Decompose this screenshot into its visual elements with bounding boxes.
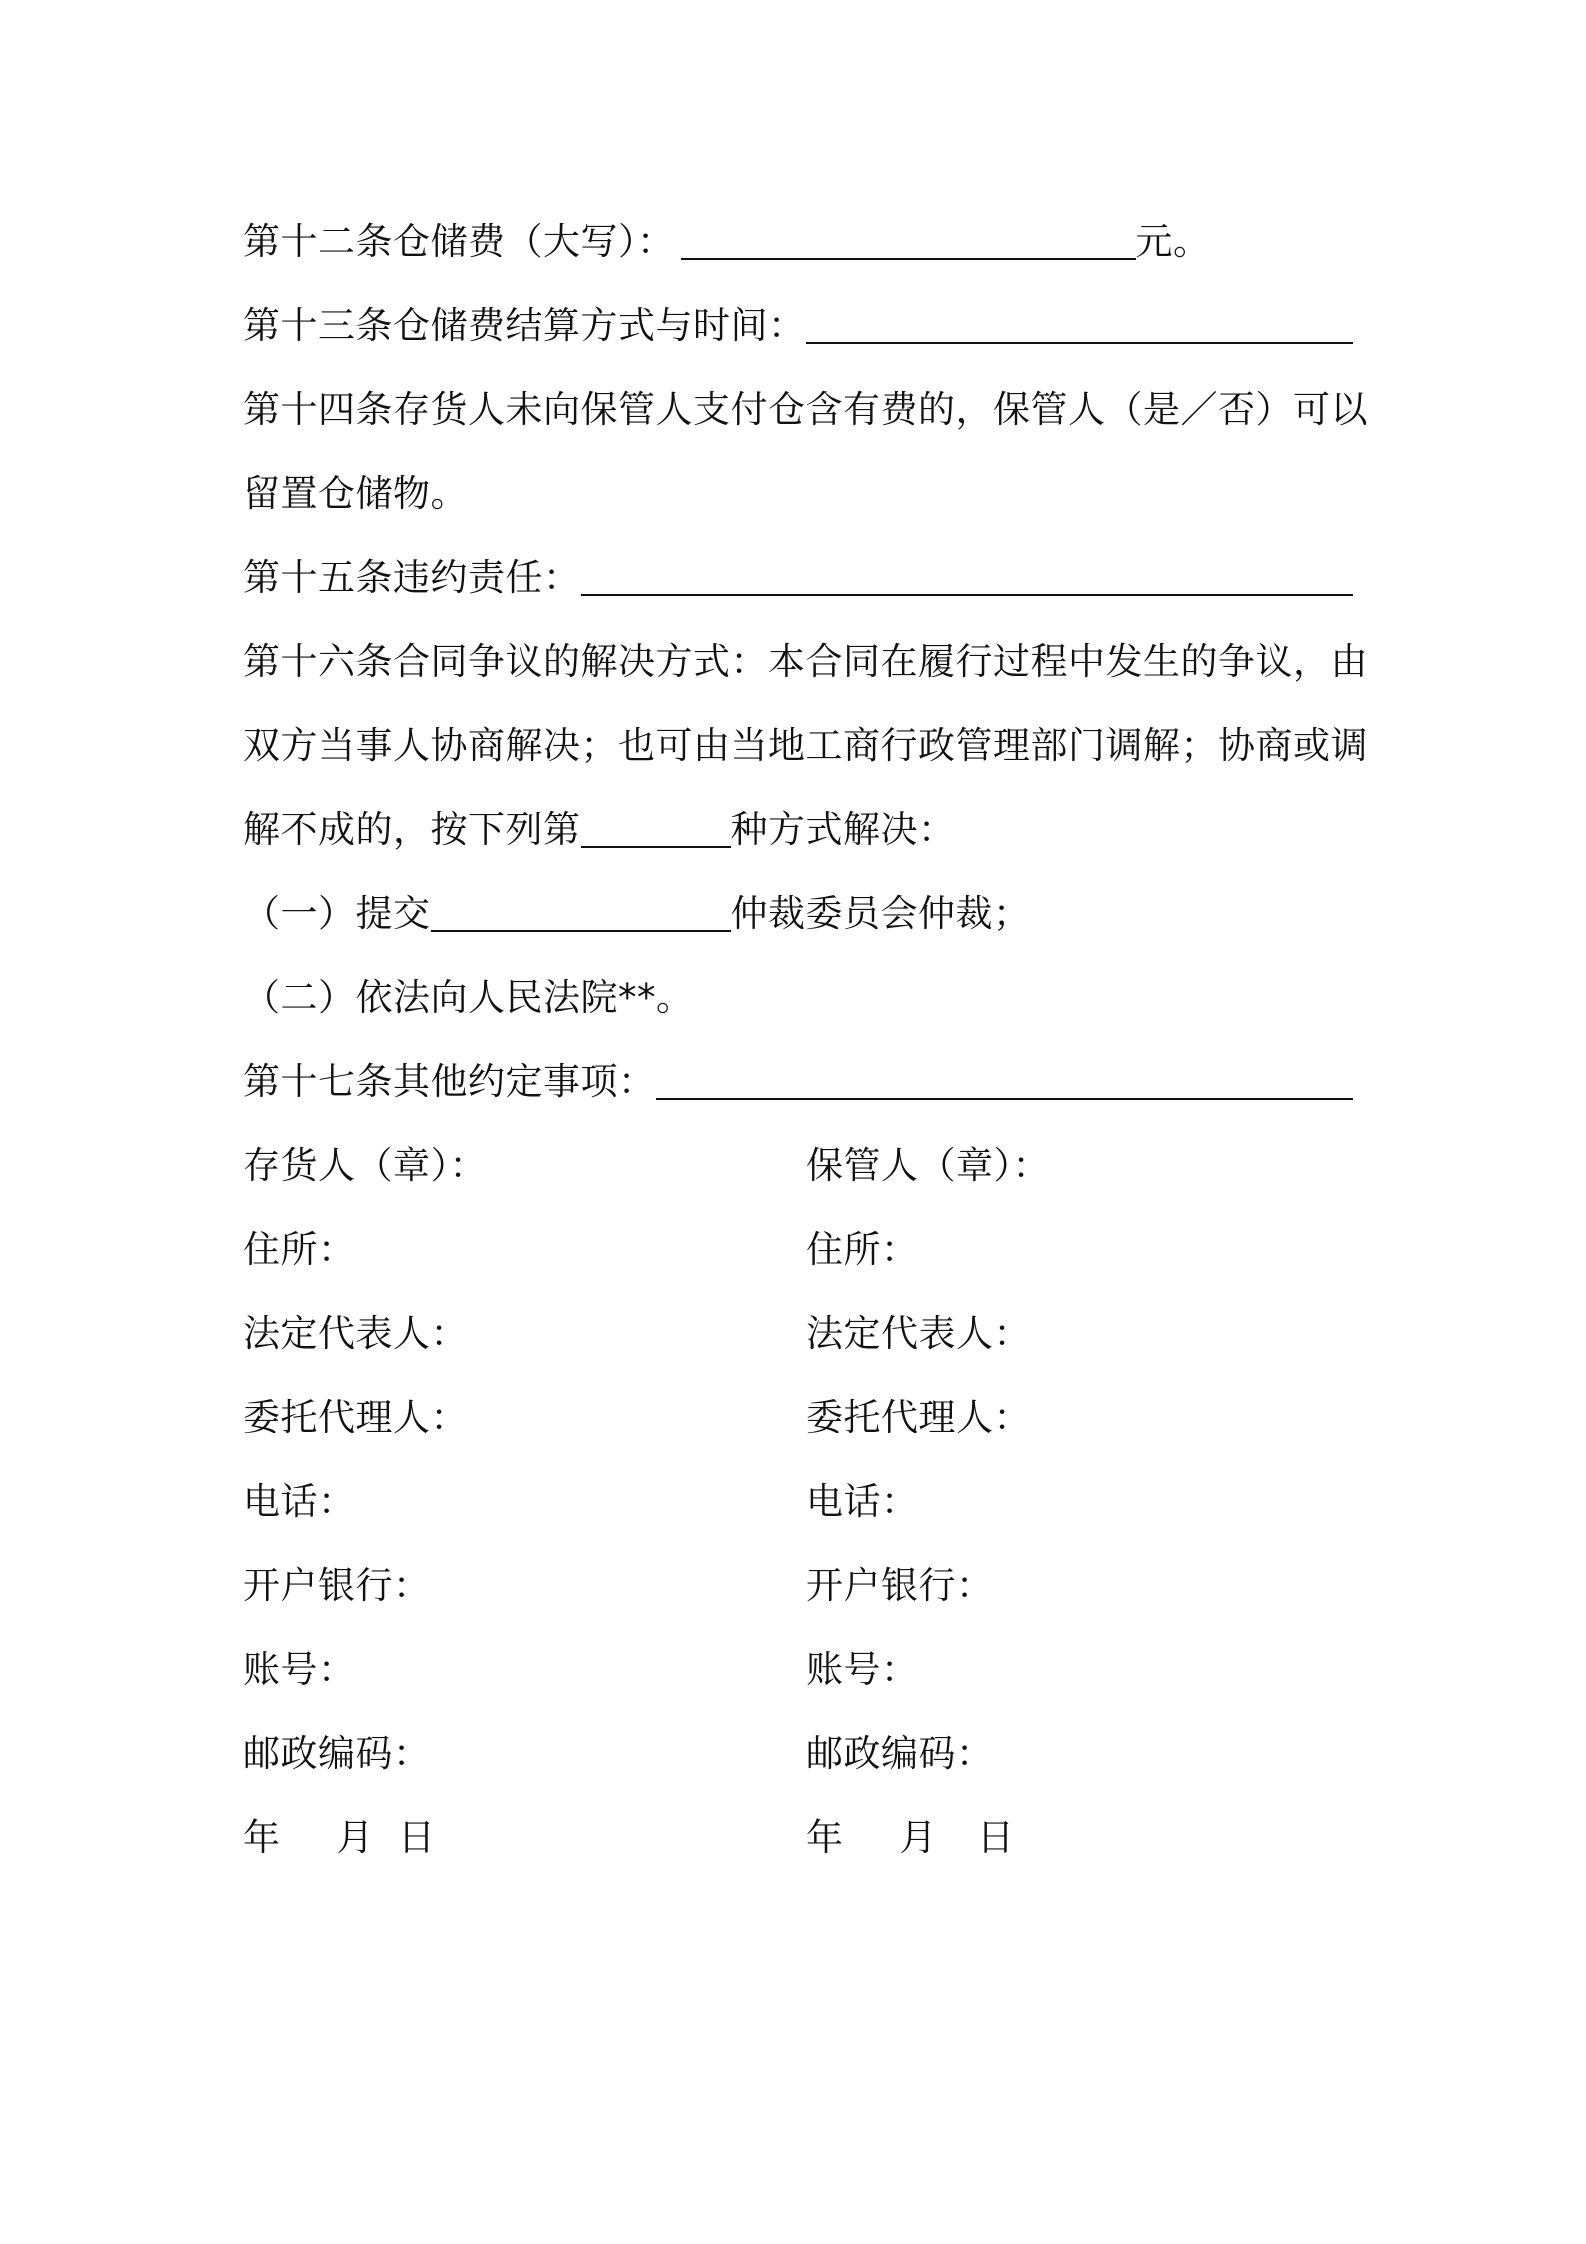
clause-17-text: 第十七条其他约定事项： [243, 1060, 656, 1103]
custodian-phone-label: 电话： [806, 1480, 919, 1523]
option-2-text: （二）依法向人民法院**。 [243, 976, 694, 1019]
clause-12-suffix: 元。 [1135, 220, 1211, 263]
option-1-suffix: 仲裁委员会仲裁； [730, 892, 1031, 935]
depositor-day-label: 日 [398, 1816, 436, 1859]
sig-row-agent [243, 1376, 1353, 1460]
clause-15-text: 第十五条违约责任： [243, 556, 581, 599]
clause-16-text-cont: 双方当事人协商解决；也可由当地工商行政管理部门调解；协商或调 [243, 724, 1368, 767]
clause-16-option-1 [243, 872, 1353, 956]
clause-12 [243, 200, 1353, 284]
clause-15 [243, 536, 1353, 620]
clause-14-text: 第十四条存货人未向保管人支付仓含有费的，保管人（是／否）可以 [243, 388, 1368, 431]
clause-16-choice-prefix: 解不成的，按下列第 [243, 808, 581, 851]
sig-row-party [243, 1124, 1353, 1208]
custodian-date [806, 1796, 1353, 1880]
clause-14-line2 [243, 452, 1353, 536]
clause-13-text: 第十三条仓储费结算方式与时间： [243, 304, 806, 347]
depositor-year-label: 年 [243, 1816, 281, 1859]
depositor-legal-rep-label: 法定代表人： [243, 1312, 468, 1355]
custodian-year-label: 年 [806, 1816, 844, 1859]
contract-body [243, 200, 1368, 1880]
depositor-date [243, 1796, 806, 1880]
clause-16-text: 第十六条合同争议的解决方式：本合同在履行过程中发生的争议，由 [243, 640, 1368, 683]
option-1-prefix: （一）提交 [243, 892, 431, 935]
custodian-postcode-label: 邮政编码： [806, 1732, 994, 1775]
clause-14-text-cont: 留置仓储物。 [243, 472, 468, 515]
depositor-agent-label: 委托代理人： [243, 1396, 468, 1439]
clause-14-line1 [243, 368, 1368, 452]
sig-row-address [243, 1208, 1353, 1292]
depositor-bank-label: 开户银行： [243, 1564, 431, 1607]
sig-row-account [243, 1628, 1353, 1712]
clause-16-choice-suffix: 种方式解决： [730, 808, 956, 851]
other-matters-blank [656, 1062, 1354, 1100]
depositor-address-label: 住所： [243, 1228, 356, 1271]
clause-16-option-2 [243, 956, 1353, 1040]
sig-row-postcode [243, 1712, 1353, 1796]
clause-16-line2 [243, 704, 1368, 788]
sig-row-bank [243, 1544, 1353, 1628]
clause-12-text: 第十二条仓储费（大写）： [243, 220, 675, 263]
depositor-phone-label: 电话： [243, 1480, 356, 1523]
custodian-bank-label: 开户银行： [806, 1564, 994, 1607]
depositor-month-label: 月 [336, 1816, 374, 1859]
custodian-address-label: 住所： [806, 1228, 919, 1271]
storage-fee-blank [681, 222, 1136, 260]
clause-13 [243, 284, 1353, 368]
clause-17 [243, 1040, 1353, 1124]
method-number-blank [581, 810, 731, 848]
clause-16-line3 [243, 788, 1353, 872]
custodian-legal-rep-label: 法定代表人： [806, 1312, 1031, 1355]
clause-16-line1 [243, 620, 1368, 704]
settlement-blank [806, 306, 1354, 344]
depositor-seal-label: 存货人（章）： [243, 1144, 487, 1187]
sig-row-date [243, 1796, 1353, 1880]
custodian-month-label: 月 [899, 1816, 937, 1859]
custodian-account-label: 账号： [806, 1648, 919, 1691]
custodian-day-label: 日 [977, 1816, 1015, 1859]
liability-blank [581, 558, 1354, 596]
depositor-postcode-label: 邮政编码： [243, 1732, 431, 1775]
arbitration-commission-blank [431, 894, 731, 932]
sig-row-legal-rep [243, 1292, 1353, 1376]
depositor-account-label: 账号： [243, 1648, 356, 1691]
custodian-seal-label: 保管人（章）： [806, 1144, 1050, 1187]
custodian-agent-label: 委托代理人： [806, 1396, 1031, 1439]
sig-row-phone [243, 1460, 1353, 1544]
